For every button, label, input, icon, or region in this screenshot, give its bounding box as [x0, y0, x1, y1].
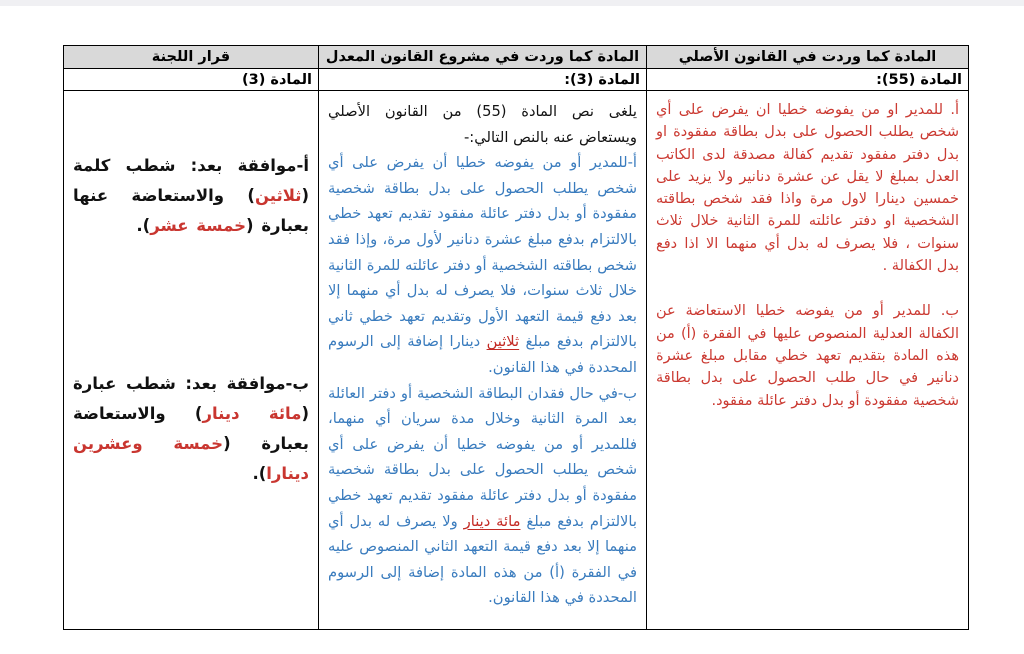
- committee-paragraph-b: [73, 369, 309, 489]
- law-comparison-table: [63, 45, 969, 630]
- committee-decision-cell: [64, 91, 319, 630]
- amended-paragraph-b-text: ب-في حال فقدان البطاقة الشخصية أو دفتر العائلة بعد المرة الثانية وخلال مدة سريان أي منهما، فللمدير أو من يفوضه خطيا أن يفرض على أي شخص يطلب الحصول على بدل بطاقة شخصية مفقودة أو بدل دفتر عائلة مفقود تقديم تعهد خطي بالالتزام بدفع مبلغ: [328, 384, 637, 530]
- scan-edge-strip: [0, 0, 1024, 6]
- original-law-paragraph-a: أ. للمدير او من يفوضه خطيا ان يفرض على أي شخص يطلب الحصول على بدل بطاقة مفقودة او بدل دفتر مفقود تقديم كفالة مصدقة لدى الكاتب العدل بمبلغ لا يقل عن عشرة دنانير ولا يزيد على خمسين دينارا لاول مرة واذا فقد شخص بطاقته الشخصية او دفتر عائلته للمرة الثانية خلال ثلاث سنوات ، فلا يصرف له بدل أي منهما الا اذا دفع بدل الكفالة .: [656, 102, 959, 275]
- header-row: [64, 46, 969, 69]
- amended-paragraph-b: [328, 381, 637, 611]
- committee-b-text-1: ب-موافقة بعد: شطب عبارة (: [73, 374, 309, 423]
- committee-a-replacement-word: خمسة عشر: [150, 216, 247, 235]
- amended-paragraph-a-text: أ-للمدير أو من يفوضه خطيا أن يفرض على أي شخص يطلب الحصول على بدل بطاقة شخصية مفقودة أو بدل دفتر عائلة مفقود تقديم تعهد خطي بالالتزام بدفع مبلغ عشرة دنانير لأول مرة، وإذا فقد شخص بطاقته الشخصية أو دفتر عائلته للمرة الثانية خلال ثلاث سنوات، فلا يصرف له بدل أي منهما إلا بعد دفع قيمة التعهد الأول وتقديم تعهد خطي ثاني بالالتزام بدفع مبلغ: [328, 154, 637, 351]
- article-3-amended-label: المادة (3):: [319, 69, 647, 91]
- amended-paragraph-a-amount: ثلاثين: [486, 333, 520, 351]
- amended-paragraph-b-amount: مائة دينار: [463, 512, 521, 530]
- body-row: [64, 91, 969, 630]
- committee-b-replacement-phrase: خمسة وعشرين دينارا: [73, 434, 309, 483]
- committee-a-text-1: أ-موافقة بعد: شطب كلمة (: [73, 156, 309, 205]
- article-number-row: [64, 69, 969, 91]
- amended-paragraph-a: [328, 150, 637, 380]
- header-original-law: المادة كما وردت في القانون الأصلي: [647, 46, 969, 69]
- amended-paragraph-a-tail: دينارا إضافة إلى الرسوم المحددة في هذا القانون.: [328, 333, 637, 376]
- amended-intro-text: يلغى نص المادة (55) من القانون الأصلي ويستعاض عنه بالنص التالي:-: [328, 103, 637, 146]
- committee-b-text-2: ) والاستعاضة بعبارة (: [73, 404, 309, 453]
- committee-b-text-3: ).: [252, 464, 267, 483]
- committee-a-text-3: ).: [136, 216, 151, 235]
- header-committee-decision: قرار اللجنة: [64, 46, 319, 69]
- committee-a-text-2: ) والاستعاضة عنها بعبارة (: [73, 186, 309, 235]
- committee-b-deleted-phrase: مائة دينار: [202, 404, 302, 423]
- original-law-cell: [647, 91, 969, 630]
- original-law-paragraph-b: ب. للمدير أو من يفوضه خطيا الاستعاضة عن الكفالة العدلية المنصوص عليها في الفقرة (أ) من هذه المادة بتقديم تعهد خطي مقابل مبلغ عشرة دنانير في حال طلب الحصول على بدل بطاقة شخصية مفقودة أو بدل دفتر عائلة مفقود.: [656, 303, 959, 409]
- amended-paragraph-b-tail: ولا يصرف له بدل أي منهما إلا بعد دفع قيمة التعهد الثاني المنصوص عليه في الفقرة (أ) من هذه المادة إضافة إلى الرسوم المحددة في هذا القانون.: [328, 512, 637, 607]
- header-amended-draft: المادة كما وردت في مشروع القانون المعدل: [319, 46, 647, 69]
- article-55-label: المادة (55):: [647, 69, 969, 91]
- amended-draft-cell: [319, 91, 647, 630]
- committee-paragraph-a: [73, 151, 309, 241]
- committee-a-deleted-word: ثلاثين: [254, 186, 302, 205]
- article-3-committee-label: المادة (3): [64, 69, 319, 91]
